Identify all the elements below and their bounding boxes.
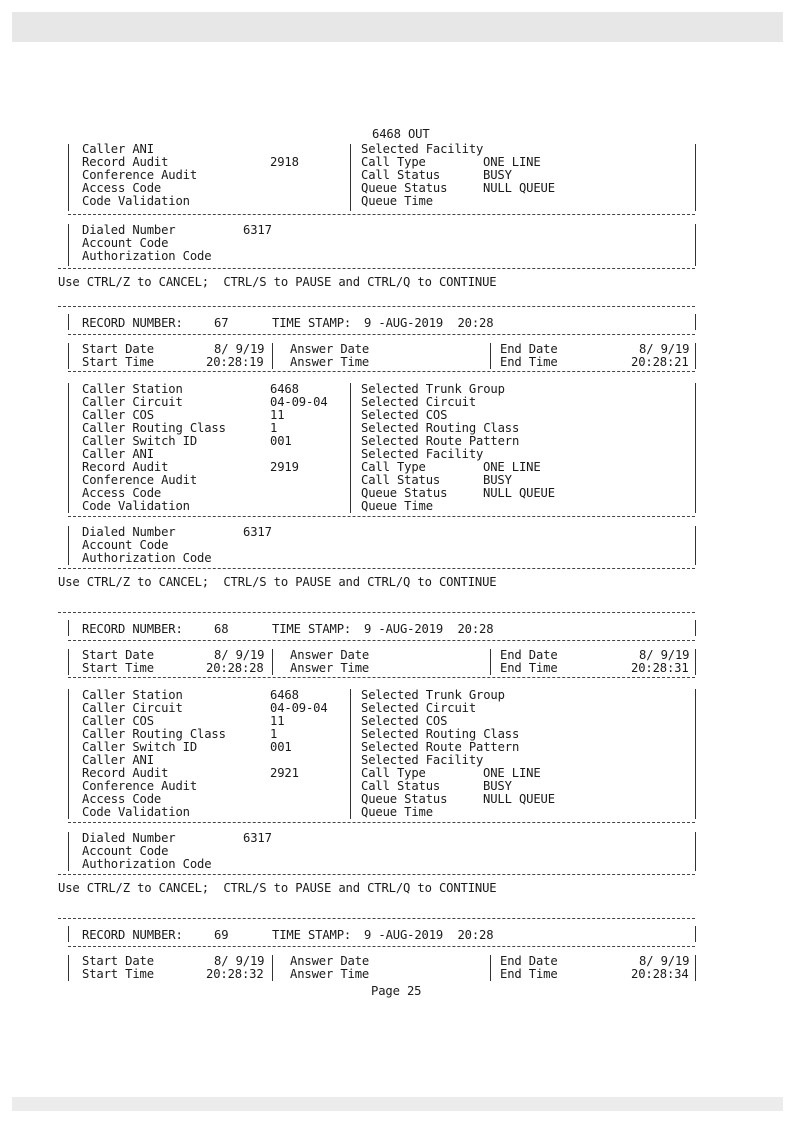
- record-67-caller-station-label: Caller Station: [82, 382, 183, 396]
- record-69-timestamp-value: 9 -AUG-2019 20:28: [364, 928, 494, 942]
- record-68-queue-status-label: Queue Status: [361, 792, 448, 806]
- record-67-answer-date-label: Answer Date: [290, 342, 370, 356]
- record-67-conference-audit-label: Conference Audit: [82, 473, 197, 487]
- record-67-authorization-code-label: Authorization Code: [82, 551, 212, 565]
- record-67-end-time-value: 20:28:21: [631, 355, 689, 369]
- record-68-end-divider: [490, 649, 491, 675]
- record-68-end-time-value: 20:28:31: [631, 661, 689, 675]
- access-code-label: Access Code: [82, 181, 162, 195]
- record-67-left-border: [68, 314, 69, 330]
- record-68-selected-facility-label: Selected Facility: [361, 753, 484, 767]
- record-67-date-divider: [272, 343, 273, 369]
- record-bottom-line: [58, 268, 695, 269]
- record-67-caller-switch-id-label: Caller Switch ID: [82, 434, 197, 448]
- record-68-continue-prompt: Use CTRL/Z to CANCEL; CTRL/S to PAUSE and CTRL/Q to CONTINUE: [58, 881, 497, 895]
- record-68-caller-routing-class-label: Caller Routing Class: [82, 727, 226, 741]
- record-68-timestamp-value: 9 -AUG-2019 20:28: [364, 622, 494, 636]
- record-67-end-date-label: End Date: [500, 342, 558, 356]
- record-67-start-date-label: Start Date: [82, 342, 154, 356]
- record-69-header-line: [68, 946, 695, 947]
- left-border: [68, 144, 69, 211]
- record-67-caller-cos-label: Caller COS: [82, 408, 154, 422]
- record-68-date-divider: [272, 649, 273, 675]
- queue-status-label: Queue Status: [361, 181, 448, 195]
- record-67-start-date-value: 8/ 9/19: [214, 342, 265, 356]
- record-69-number-label: RECORD NUMBER:: [82, 928, 183, 942]
- record-68-start-date-value: 8/ 9/19: [214, 648, 265, 662]
- record-67-bottom-line: [58, 568, 695, 569]
- record-68-start-time-value: 20:28:28: [206, 661, 264, 675]
- record-67-left-border: [68, 526, 69, 565]
- record-68-left-border: [68, 832, 69, 871]
- record-68-call-type-label: Call Type: [361, 766, 426, 780]
- record-68-block-line: [68, 822, 695, 823]
- record-68-code-validation-label: Code Validation: [82, 805, 190, 819]
- record-68-caller-circuit-value: 04-09-04: [270, 701, 328, 715]
- record-67-start-time-label: Start Time: [82, 355, 154, 369]
- record-68-column-divider: [350, 689, 351, 819]
- record-67-record-audit-value: 2919: [270, 460, 299, 474]
- record-67-queue-status-label: Queue Status: [361, 486, 448, 500]
- record-69-timestamp-label: TIME STAMP:: [272, 928, 352, 942]
- record-69-answer-date-label: Answer Date: [290, 954, 370, 968]
- call-status-value: BUSY: [483, 168, 512, 182]
- record-68-call-status-value: BUSY: [483, 779, 512, 793]
- record-67-record-audit-label: Record Audit: [82, 460, 169, 474]
- record-69-date-divider: [272, 955, 273, 981]
- record-67-caller-routing-class-label: Caller Routing Class: [82, 421, 226, 435]
- left-border: [68, 224, 69, 266]
- right-border: [695, 224, 696, 266]
- record-67-queue-status-value: NULL QUEUE: [483, 486, 555, 500]
- record-68-left-border: [68, 689, 69, 819]
- record-67-number-label: RECORD NUMBER:: [82, 316, 183, 330]
- record-68-end-date-label: End Date: [500, 648, 558, 662]
- record-67-selected-circuit-label: Selected Circuit: [361, 395, 476, 409]
- record-69-start-date-value: 8/ 9/19: [214, 954, 265, 968]
- record-68-selected-cos-label: Selected COS: [361, 714, 448, 728]
- record-68-number-label: RECORD NUMBER:: [82, 622, 183, 636]
- record-68-top-line: [58, 612, 695, 613]
- scan-bottom-band: [12, 1097, 783, 1111]
- record-67-dialed-number-label: Dialed Number: [82, 525, 176, 539]
- record-68-timestamp-label: TIME STAMP:: [272, 622, 352, 636]
- record-67-selected-trunk-group-label: Selected Trunk Group: [361, 382, 505, 396]
- record-68-selected-trunk-group-label: Selected Trunk Group: [361, 688, 505, 702]
- column-divider: [350, 144, 351, 211]
- record-67-column-divider: [350, 383, 351, 513]
- record-67-start-time-value: 20:28:19: [206, 355, 264, 369]
- record-69-left-border: [68, 926, 69, 942]
- record-67-caller-cos-value: 11: [270, 408, 285, 422]
- record-68-dates-line: [68, 677, 695, 678]
- call-status-label: Call Status: [361, 168, 441, 182]
- record-67-answer-time-label: Answer Time: [290, 355, 370, 369]
- record-68-queue-time-label: Queue Time: [361, 805, 433, 819]
- record-69-top-line: [58, 918, 695, 919]
- call-type-label: Call Type: [361, 155, 426, 169]
- record-audit-value: 2918: [270, 155, 299, 169]
- record-67-left-border: [68, 383, 69, 513]
- record-68-record-audit-label: Record Audit: [82, 766, 169, 780]
- record-68-number-value: 68: [214, 622, 229, 636]
- record-67-header-line: [68, 334, 695, 335]
- record-67-call-status-value: BUSY: [483, 473, 512, 487]
- record-69-right-border: [695, 926, 696, 942]
- record-67-caller-ani-label: Caller ANI: [82, 447, 154, 461]
- record-67-right-border: [695, 526, 696, 565]
- record-67-right-border: [695, 383, 696, 513]
- record-68-start-date-label: Start Date: [82, 648, 154, 662]
- right-border: [695, 144, 696, 211]
- record-68-caller-station-value: 6468: [270, 688, 299, 702]
- record-68-selected-route-pattern-label: Selected Route Pattern: [361, 740, 520, 754]
- authorization-code-label: Authorization Code: [82, 249, 212, 263]
- record-67-end-divider: [490, 343, 491, 369]
- record-68-caller-switch-id-value: 001: [270, 740, 292, 754]
- record-68-record-audit-value: 2921: [270, 766, 299, 780]
- record-68-caller-ani-label: Caller ANI: [82, 753, 154, 767]
- record-68-selected-routing-class-label: Selected Routing Class: [361, 727, 520, 741]
- record-68-selected-circuit-label: Selected Circuit: [361, 701, 476, 715]
- record-68-caller-routing-class-value: 1: [270, 727, 278, 741]
- record-68-right-border: [695, 649, 696, 675]
- record-67-selected-route-pattern-label: Selected Route Pattern: [361, 434, 520, 448]
- record-67-access-code-label: Access Code: [82, 486, 162, 500]
- record-69-answer-time-label: Answer Time: [290, 967, 370, 981]
- record-68-call-type-value: ONE LINE: [483, 766, 541, 780]
- record-67-timestamp-value: 9 -AUG-2019 20:28: [364, 316, 494, 330]
- record-68-start-time-label: Start Time: [82, 661, 154, 675]
- record-67-account-code-label: Account Code: [82, 538, 169, 552]
- record-67-dialed-number-value: 6317: [243, 525, 272, 539]
- queue-status-value: NULL QUEUE: [483, 181, 555, 195]
- record-67-right-border: [695, 314, 696, 330]
- record-68-left-border: [68, 620, 69, 636]
- record-68-caller-switch-id-label: Caller Switch ID: [82, 740, 197, 754]
- record-67-top-line: [58, 306, 695, 307]
- record-68-dialed-number-label: Dialed Number: [82, 831, 176, 845]
- record-68-header-line: [68, 640, 695, 641]
- dialed-number-label: Dialed Number: [82, 223, 176, 237]
- caller-ani-label: Caller ANI: [82, 142, 154, 156]
- record-69-start-time-label: Start Time: [82, 967, 154, 981]
- record-68-conference-audit-label: Conference Audit: [82, 779, 197, 793]
- record-69-end-divider: [490, 955, 491, 981]
- record-67-caller-circuit-label: Caller Circuit: [82, 395, 183, 409]
- record-69-end-time-value: 20:28:34: [631, 967, 689, 981]
- record-68-dialed-number-value: 6317: [243, 831, 272, 845]
- record-67-dates-line: [68, 371, 695, 372]
- record-68-answer-date-label: Answer Date: [290, 648, 370, 662]
- record-67-caller-switch-id-value: 001: [270, 434, 292, 448]
- record-69-end-time-label: End Time: [500, 967, 558, 981]
- account-code-label: Account Code: [82, 236, 169, 250]
- selected-facility-label: Selected Facility: [361, 142, 484, 156]
- scan-top-band: [12, 12, 783, 42]
- record-67-block-line: [68, 516, 695, 517]
- record-68-caller-cos-label: Caller COS: [82, 714, 154, 728]
- record-69-number-value: 69: [214, 928, 229, 942]
- queue-time-label: Queue Time: [361, 194, 433, 208]
- record-69-start-date-label: Start Date: [82, 954, 154, 968]
- selected-facility-value: 6468 OUT: [372, 127, 430, 141]
- record-67-left-border: [68, 343, 69, 369]
- record-68-caller-station-label: Caller Station: [82, 688, 183, 702]
- record-69-start-time-value: 20:28:32: [206, 967, 264, 981]
- record-67-timestamp-label: TIME STAMP:: [272, 316, 352, 330]
- record-67-caller-circuit-value: 04-09-04: [270, 395, 328, 409]
- record-68-authorization-code-label: Authorization Code: [82, 857, 212, 871]
- record-68-queue-status-value: NULL QUEUE: [483, 792, 555, 806]
- record-68-account-code-label: Account Code: [82, 844, 169, 858]
- record-67-continue-prompt: Use CTRL/Z to CANCEL; CTRL/S to PAUSE and CTRL/Q to CONTINUE: [58, 575, 497, 589]
- record-67-call-type-value: ONE LINE: [483, 460, 541, 474]
- record-67-selected-facility-label: Selected Facility: [361, 447, 484, 461]
- section-separator: [68, 214, 695, 215]
- record-68-call-status-label: Call Status: [361, 779, 441, 793]
- record-69-left-border: [68, 955, 69, 981]
- conference-audit-label: Conference Audit: [82, 168, 197, 182]
- record-audit-label: Record Audit: [82, 155, 169, 169]
- record-67-caller-routing-class-value: 1: [270, 421, 278, 435]
- record-67-end-date-value: 8/ 9/19: [639, 342, 690, 356]
- record-67-number-value: 67: [214, 316, 229, 330]
- record-67-code-validation-label: Code Validation: [82, 499, 190, 513]
- page-number: Page 25: [371, 984, 422, 998]
- record-68-right-border: [695, 689, 696, 819]
- continue-prompt: Use CTRL/Z to CANCEL; CTRL/S to PAUSE and CTRL/Q to CONTINUE: [58, 275, 497, 289]
- record-69-end-date-value: 8/ 9/19: [639, 954, 690, 968]
- record-68-right-border: [695, 620, 696, 636]
- record-68-right-border: [695, 832, 696, 871]
- record-68-bottom-line: [58, 874, 695, 875]
- record-67-queue-time-label: Queue Time: [361, 499, 433, 513]
- record-67-selected-cos-label: Selected COS: [361, 408, 448, 422]
- record-67-call-status-label: Call Status: [361, 473, 441, 487]
- record-67-right-border: [695, 343, 696, 369]
- record-68-caller-circuit-label: Caller Circuit: [82, 701, 183, 715]
- record-68-end-date-value: 8/ 9/19: [639, 648, 690, 662]
- record-67-caller-station-value: 6468: [270, 382, 299, 396]
- record-67-end-time-label: End Time: [500, 355, 558, 369]
- call-type-value: ONE LINE: [483, 155, 541, 169]
- record-67-selected-routing-class-label: Selected Routing Class: [361, 421, 520, 435]
- record-68-caller-cos-value: 11: [270, 714, 285, 728]
- dialed-number-value: 6317: [243, 223, 272, 237]
- record-67-call-type-label: Call Type: [361, 460, 426, 474]
- record-69-right-border: [695, 955, 696, 981]
- record-68-answer-time-label: Answer Time: [290, 661, 370, 675]
- record-68-access-code-label: Access Code: [82, 792, 162, 806]
- record-69-end-date-label: End Date: [500, 954, 558, 968]
- code-validation-label: Code Validation: [82, 194, 190, 208]
- record-68-end-time-label: End Time: [500, 661, 558, 675]
- record-68-left-border: [68, 649, 69, 675]
